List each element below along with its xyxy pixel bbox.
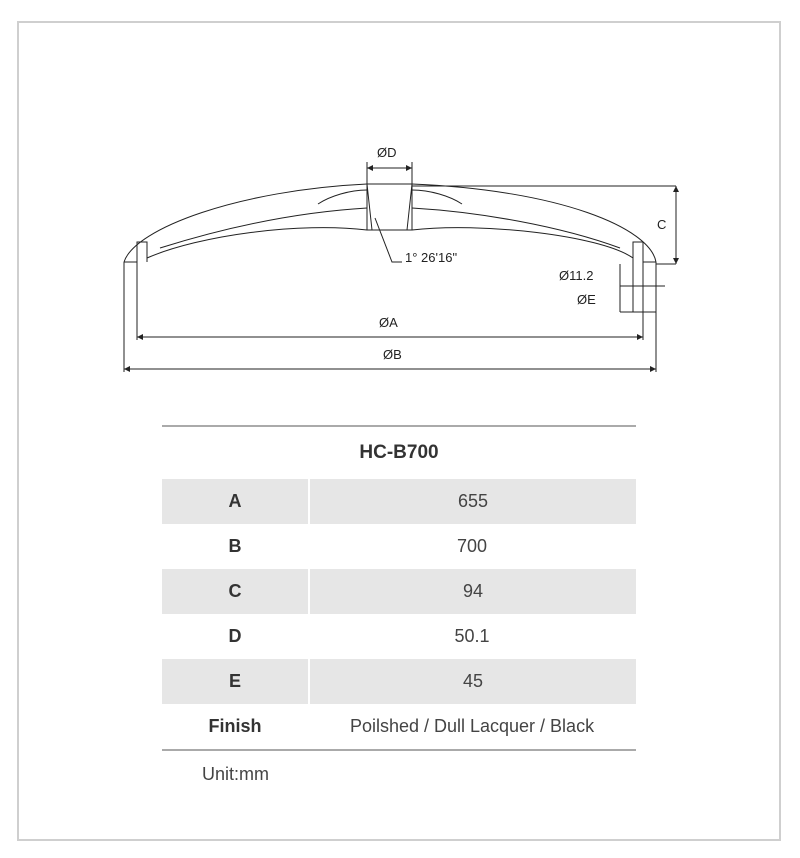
row-label: B — [228, 536, 242, 556]
label-c: C — [657, 217, 667, 232]
spec-row-e — [162, 659, 636, 704]
label-a: ØA — [379, 315, 398, 330]
spec-row-finish — [162, 704, 636, 749]
rib-lower — [160, 208, 620, 248]
label-angle: 1° 26'16" — [405, 250, 458, 265]
row-label: C — [162, 569, 310, 614]
label-d: ØD — [377, 145, 397, 160]
inner-arc — [147, 228, 633, 258]
row-value: 50.1 — [454, 626, 490, 646]
row-value: 94 — [462, 581, 484, 601]
row-value: 655 — [457, 491, 489, 511]
label-b: ØB — [383, 347, 402, 362]
spec-row-a — [162, 479, 636, 524]
label-e: ØE — [577, 292, 596, 307]
row-label: A — [162, 479, 310, 524]
unit-note: Unit:mm — [202, 764, 269, 784]
spec-row-c — [162, 569, 636, 614]
row-label: E — [162, 659, 310, 704]
row-value: 45 — [462, 671, 484, 691]
outer-arc — [124, 184, 656, 262]
model-row — [162, 427, 636, 479]
row-value: 700 — [456, 536, 488, 556]
row-label: Finish — [208, 716, 262, 736]
row-value: Poilshed / Dull Lacquer / Black — [349, 716, 595, 736]
spec-row-b — [162, 524, 636, 569]
spec-table — [162, 425, 636, 751]
row-label: D — [228, 626, 242, 646]
spec-row-d — [162, 614, 636, 659]
center-hub — [367, 184, 412, 230]
label-e11: Ø11.2 — [559, 268, 594, 283]
model-name: HC-B700 — [359, 442, 439, 463]
technical-drawing — [0, 0, 800, 420]
